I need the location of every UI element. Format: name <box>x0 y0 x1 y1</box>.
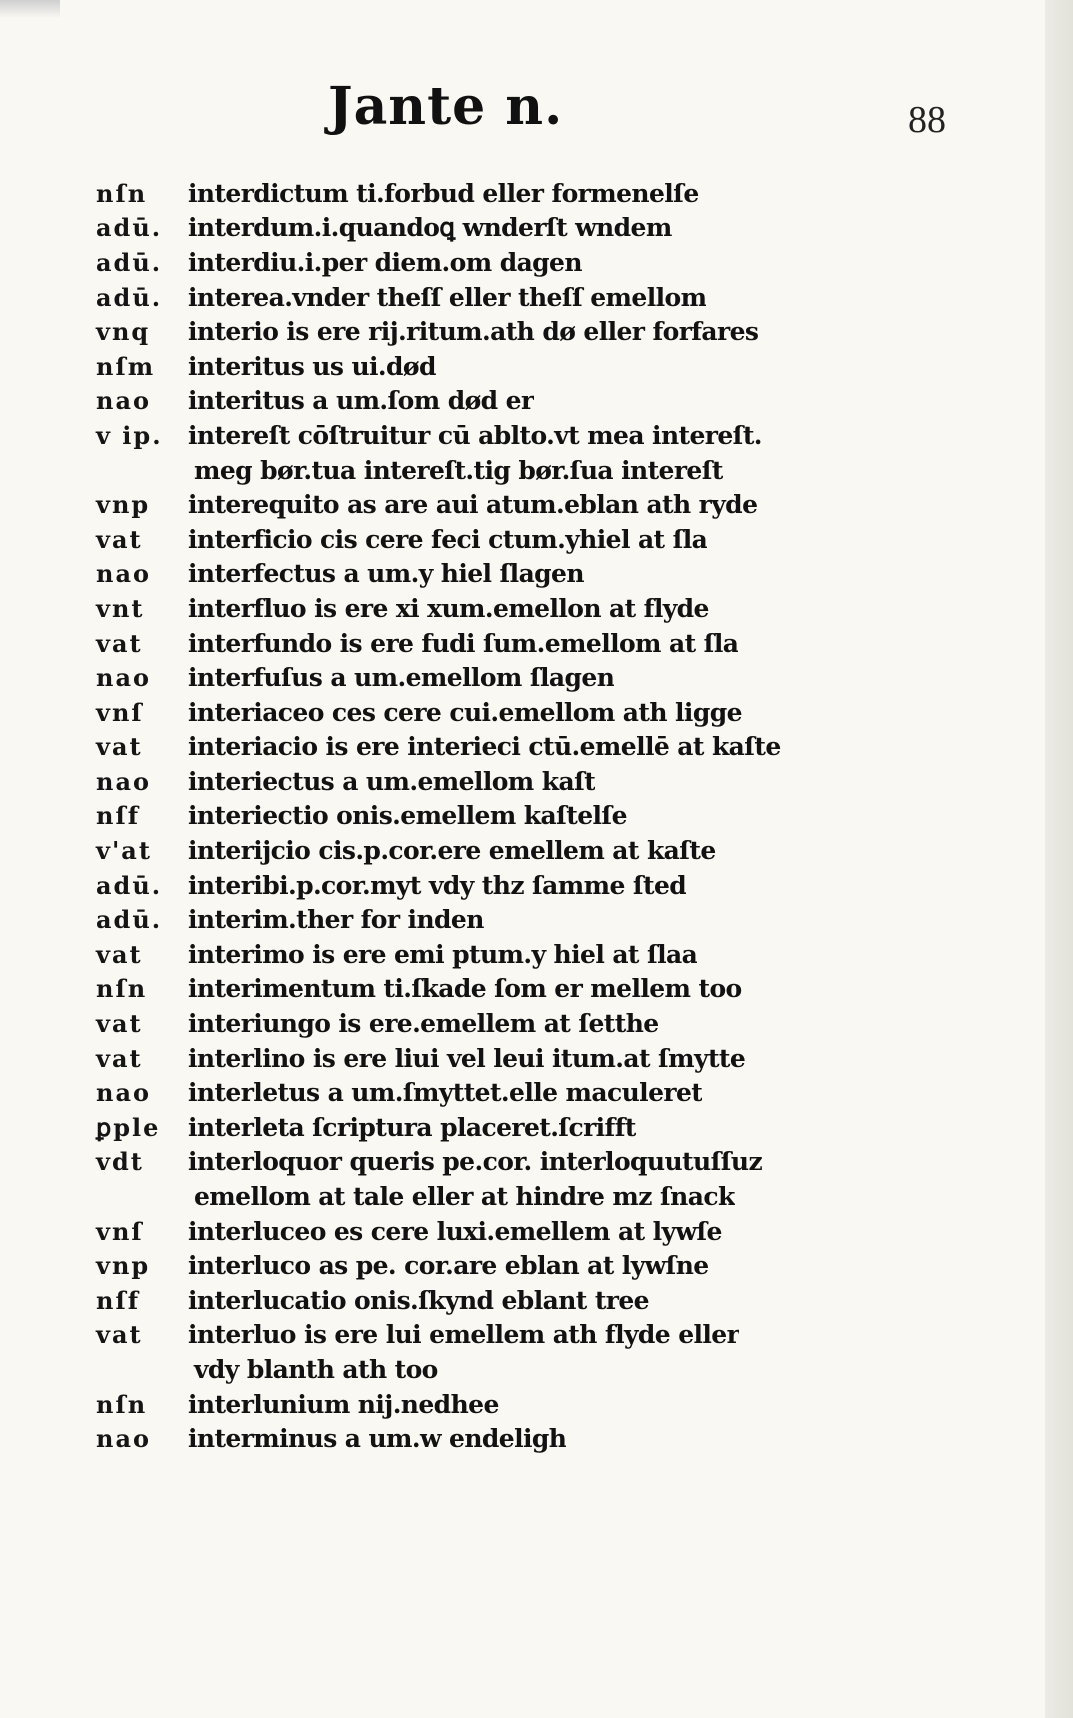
dictionary-entry <box>96 626 876 661</box>
dictionary-entry <box>96 1352 876 1387</box>
dictionary-entry <box>96 902 876 937</box>
dictionary-entry <box>96 1075 876 1110</box>
dictionary-entry <box>96 660 876 695</box>
entry-grammar-abbreviation: nſn <box>96 178 148 208</box>
dictionary-entry <box>96 868 876 903</box>
entry-grammar-abbreviation: nſn <box>96 974 148 1004</box>
dictionary-entry <box>96 937 876 972</box>
entry-text: interfuſus a um.emellom ſlagen <box>188 663 615 693</box>
entry-grammar-abbreviation: vat <box>96 1043 143 1073</box>
page-number: 88 <box>908 99 946 141</box>
entry-text: intereſt cōſtruitur cū ablto.vt mea intereſt. <box>188 420 762 450</box>
dictionary-entry <box>96 1421 876 1456</box>
dictionary-entry <box>96 176 876 211</box>
entry-text: interlunium nij.nedhee <box>188 1389 499 1419</box>
dictionary-entry <box>96 1283 876 1318</box>
entry-text: interficio cis cere feci ctum.yhiel at ſla <box>188 524 708 554</box>
entry-grammar-abbreviation: v ip. <box>96 420 163 450</box>
entry-grammar-abbreviation: adū. <box>96 282 163 312</box>
entry-grammar-abbreviation: nao <box>96 766 152 796</box>
entry-grammar-abbreviation: adū. <box>96 905 163 935</box>
entry-text: interloquor queris pe.cor. interloquutuſſuz <box>188 1147 763 1177</box>
entry-grammar-abbreviation: nſf <box>96 801 141 831</box>
dictionary-entry <box>96 557 876 592</box>
page-edge-shadow <box>1045 0 1073 1718</box>
entry-grammar-abbreviation: v'at <box>96 836 152 866</box>
scan-corner-mark <box>0 0 60 18</box>
entry-grammar-abbreviation: adū. <box>96 870 163 900</box>
entry-grammar-abbreviation: vat <box>96 939 143 969</box>
entry-grammar-abbreviation: adū. <box>96 213 163 243</box>
entry-text: interitus a um.ſom død er <box>188 386 534 416</box>
entry-grammar-abbreviation: vat <box>96 628 143 658</box>
entry-grammar-abbreviation: nao <box>96 1424 152 1454</box>
entry-grammar-abbreviation: vnp <box>96 1251 151 1281</box>
entry-text: meg bør.tua intereſt.tig bør.ſua intereſt <box>194 455 723 485</box>
dictionary-entry <box>96 1318 876 1353</box>
entry-text: interitus us ui.død <box>188 351 436 381</box>
dictionary-entry <box>96 245 876 280</box>
entry-text: interlucatio onis.ſkynd eblant tree <box>188 1285 649 1315</box>
dictionary-entries <box>96 176 876 1456</box>
entry-text: interlino is ere liui vel leui itum.at ſmytte <box>188 1043 746 1073</box>
dictionary-entry <box>96 522 876 557</box>
entry-text: interiaceo ces cere cui.emellom ath ligge <box>188 697 742 727</box>
entry-text: interiectus a um.emellom kaſt <box>188 766 596 796</box>
entry-grammar-abbreviation: vnſ <box>96 697 144 727</box>
dictionary-entry <box>96 1110 876 1145</box>
dictionary-entry <box>96 695 876 730</box>
entry-text: interiacio is ere interieci ctū.emellē at kaſte <box>188 732 781 762</box>
dictionary-entry <box>96 1041 876 1076</box>
entry-grammar-abbreviation: vdt <box>96 1147 144 1177</box>
entry-text: interea.vnder theſſ eller theſſ emellom <box>188 282 707 312</box>
entry-text: interiungo is ere.emellem at ſetthe <box>188 1009 659 1039</box>
entry-grammar-abbreviation: vat <box>96 732 143 762</box>
dictionary-entry <box>96 764 876 799</box>
entry-grammar-abbreviation: vnſ <box>96 1216 144 1246</box>
entry-text: interfluo is ere xi xum.emellon at flyde <box>188 593 709 623</box>
entry-text: interfectus a um.y hiel ſlagen <box>188 559 584 589</box>
entry-grammar-abbreviation: nſn <box>96 1389 148 1419</box>
dictionary-entry <box>96 1179 876 1214</box>
dictionary-entry <box>96 487 876 522</box>
dictionary-entry <box>96 1248 876 1283</box>
entry-grammar-abbreviation: nſf <box>96 1285 141 1315</box>
entry-text: interio is ere rij.ritum.ath dø eller forfares <box>188 317 759 347</box>
entry-text: interiectio onis.emellem kaſtelſe <box>188 801 627 831</box>
entry-text: interibi.p.cor.myt vdy thz ſamme ſted <box>188 870 687 900</box>
dictionary-entry <box>96 280 876 315</box>
entry-text: vdy blanth ath too <box>194 1354 438 1384</box>
entry-text: interfundo is ere fudi ſum.emellom at ſla <box>188 628 739 658</box>
entry-text: interluceo es cere luxi.emellem at lywſe <box>188 1216 722 1246</box>
entry-grammar-abbreviation: nao <box>96 386 152 416</box>
dictionary-entry <box>96 972 876 1007</box>
entry-text: interleta ſcriptura placeret.ſcrifft <box>188 1112 636 1142</box>
entry-text: interimentum ti.ſkade ſom er mellem too <box>188 974 742 1004</box>
entry-grammar-abbreviation: vat <box>96 1009 143 1039</box>
entry-grammar-abbreviation: vnp <box>96 490 151 520</box>
entry-text: interijcio cis.p.cor.ere emellem at kaſte <box>188 836 716 866</box>
entry-text: interequito as are aui atum.eblan ath ryde <box>188 490 758 520</box>
entry-text: interminus a um.w endeligh <box>188 1424 567 1454</box>
entry-grammar-abbreviation: vat <box>96 1320 143 1350</box>
entry-grammar-abbreviation: nao <box>96 1078 152 1108</box>
entry-grammar-abbreviation: vnt <box>96 593 145 623</box>
dictionary-entry <box>96 418 876 453</box>
dictionary-entry <box>96 349 876 384</box>
entry-grammar-abbreviation: adū. <box>96 247 163 277</box>
page-header-title: Jante n. <box>328 76 564 137</box>
entry-text: interimo is ere emi ptum.y hiel at ſlaa <box>188 939 698 969</box>
entry-grammar-abbreviation: vat <box>96 524 143 554</box>
dictionary-entry <box>96 591 876 626</box>
entry-text: emellom at tale eller at hindre mz ſnack <box>194 1182 735 1212</box>
entry-grammar-abbreviation: nao <box>96 663 152 693</box>
dictionary-entry <box>96 1214 876 1249</box>
entry-text: interdictum ti.forbud eller formenelſe <box>188 178 699 208</box>
dictionary-entry <box>96 1145 876 1180</box>
dictionary-entry <box>96 453 876 488</box>
entry-text: interim.ther for inden <box>188 905 484 935</box>
dictionary-entry <box>96 1387 876 1422</box>
entry-text: interluo is ere lui emellem ath flyde eller <box>188 1320 740 1350</box>
entry-grammar-abbreviation: ꝑple <box>96 1112 161 1142</box>
dictionary-entry <box>96 314 876 349</box>
dictionary-entry <box>96 211 876 246</box>
entry-text: interluco as pe. cor.are eblan at lywſne <box>188 1251 709 1281</box>
entry-grammar-abbreviation: nao <box>96 559 152 589</box>
entry-text: interdiu.i.per diem.om dagen <box>188 247 582 277</box>
dictionary-entry <box>96 1006 876 1041</box>
entry-grammar-abbreviation: vnq <box>96 317 151 347</box>
dictionary-entry <box>96 730 876 765</box>
entry-text: interletus a um.ſmyttet.elle maculeret <box>188 1078 703 1108</box>
entry-grammar-abbreviation: nſm <box>96 351 156 381</box>
dictionary-entry <box>96 384 876 419</box>
dictionary-entry <box>96 799 876 834</box>
dictionary-entry <box>96 833 876 868</box>
entry-text: interdum.i.quandoꝗ wnderſt wndem <box>188 213 672 243</box>
